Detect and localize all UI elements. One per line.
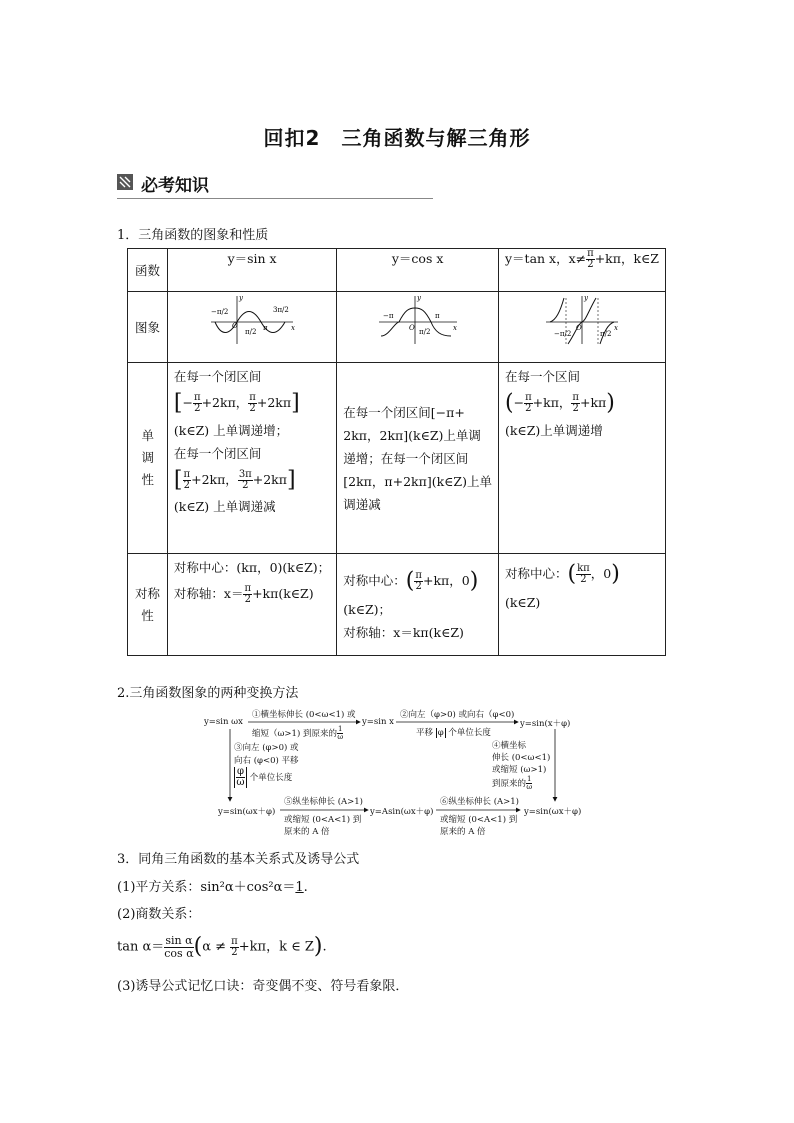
svg-text:3π/2: 3π/2: [273, 306, 289, 314]
fraction: $\frac{\pi}{2}$: [587, 248, 594, 270]
svg-text:π: π: [434, 312, 440, 320]
svg-text:−π/2: −π/2: [553, 330, 572, 338]
svg-text:π/2: π/2: [599, 330, 612, 338]
transform-diagram: y=sin ωx ①横坐标伸长 (0<ω<1) 或 缩短（ω>1) 到原来的 $\frac{1}{\omega}$ y=sin x ②向左（φ>0) 或向右（φ<0) 平移 φ 个单位长度 y=sin(x＋φ) ③向左 (φ>0) 或 向右 (φ<0) 平移 $\frac{\varphi}{\omega}$ 个单位长度 ④横坐标 伸长 (0<ω<1) 或缩短 (ω>1) 到原来的 $\frac{1}{\omega}$ y=sin(ωx＋φ) ⑤纵坐标伸长 (A>1) 或缩短 (0<A<1) 到 原来的 A 倍 y=Asin(ωx＋φ) ⑥纵坐标伸长 (A>1) 或缩短 (0<A<1) 到 原来的 A 倍 y=sin(ωx＋φ): [200, 705, 600, 837]
row-label: 图象: [128, 292, 168, 363]
svg-text:x: x: [452, 324, 457, 332]
q1-heading: 1．三角函数的图象和性质: [117, 228, 269, 243]
table-row: [128, 554, 666, 656]
header-tan: [498, 249, 665, 292]
sin-graph: [167, 292, 336, 363]
section-header: [117, 170, 433, 199]
svg-text:y: y: [239, 294, 244, 302]
row-label: 对称性: [128, 554, 168, 656]
cos-graph: [337, 292, 499, 363]
cos-curve-icon: [375, 292, 461, 348]
sin-decrease-interval: [ $\frac{\pi}{2}$ +2kπ， $\frac{3\pi}{2}$ +2kπ]: [173, 467, 296, 492]
tan-symmetry: 对称中心：( $\frac{k\pi}{2}$ ，0) (k∈Z): [498, 554, 665, 656]
header-tan-tail: +kπ，k∈Z: [594, 251, 659, 266]
sin-curve-icon: [207, 292, 297, 348]
section-marker-icon: [117, 174, 133, 190]
page-title: 回扣2 三角函数与解三角形: [263, 126, 531, 150]
q3-square-relation: (1)平方关系：sin²α＋cos²α＝1.: [117, 880, 308, 895]
svg-text:O: O: [408, 324, 415, 332]
header-sin: y＝sin x: [167, 249, 336, 292]
tan-monotonicity: 在每一个区间 (− $\frac{\pi}{2}$ +kπ， $\frac{\pi}{2}$ +kπ) (k∈Z)上单调递增: [498, 363, 665, 554]
q3-mnemonic: (3)诱导公式记忆口诀：奇变偶不变、符号看象限．: [117, 979, 409, 994]
sin-monotonicity: 在每一个闭区间 [− $\frac{\pi}{2}$ +2kπ， $\frac{\pi}{2}$ +2kπ] (k∈Z) 上单调递增； 在每一个闭区间 [ $\frac{\pi}{2}$ +2kπ， $\frac{3\pi}{2}$ +2kπ] (k∈Z) 上单调递减: [167, 363, 336, 554]
svg-text:−π/2: −π/2: [211, 308, 229, 316]
cos-monotonicity: 在每一个闭区间[−π+ 2kπ，2kπ](k∈Z)上单调 递增；在每一个闭区间 [2kπ，π+2kπ](k∈Z)上单 调递减: [337, 363, 499, 554]
svg-text:−π: −π: [382, 312, 394, 320]
q3-heading: 3．同角三角函数的基本关系式及诱导公式: [117, 852, 360, 867]
svg-text:π/2: π/2: [418, 328, 431, 336]
tan-curve-icon: [542, 292, 622, 348]
sin-symmetry: 对称中心：(kπ，0)(k∈Z)； 对称轴：x＝ $\frac{\pi}{2}$ +kπ(k∈Z): [167, 554, 336, 656]
tan-graph: [498, 292, 665, 363]
table-row: [128, 363, 666, 554]
section-title: 必考知识: [141, 176, 209, 196]
svg-text:x: x: [613, 324, 618, 332]
svg-text:O: O: [575, 324, 582, 332]
header-cos: y＝cos x: [337, 249, 499, 292]
svg-text:x: x: [291, 324, 296, 332]
row-label: 单调性: [128, 363, 168, 554]
sin-increase-interval: [− $\frac{\pi}{2}$ +2kπ， $\frac{\pi}{2}$ +2kπ]: [173, 390, 300, 416]
q3-tan-formula: tan α＝ $\frac{\text{sin α}}{\text{cos α}}$ (α ≠ $\frac{\pi}{2}$ +kπ，k ∈ Z).: [117, 933, 327, 960]
trig-table: [127, 248, 666, 656]
cos-symmetry: 对称中心：( $\frac{\pi}{2}$ +kπ，0) (k∈Z)； 对称轴：x＝kπ(k∈Z): [337, 554, 499, 656]
svg-text:y: y: [583, 294, 588, 302]
q2-heading: 2.三角函数图象的两种变换方法: [117, 686, 299, 701]
row-label: 函数: [128, 249, 168, 292]
svg-text:π: π: [263, 324, 268, 332]
table-row: [128, 292, 666, 363]
q3-quotient-relation: (2)商数关系：: [117, 907, 201, 922]
header-tan-text: y＝tan x，x≠: [504, 251, 587, 266]
svg-text:y: y: [416, 294, 421, 302]
table-row: [128, 249, 666, 292]
svg-text:O: O: [232, 322, 238, 330]
svg-text:π/2: π/2: [245, 328, 257, 336]
